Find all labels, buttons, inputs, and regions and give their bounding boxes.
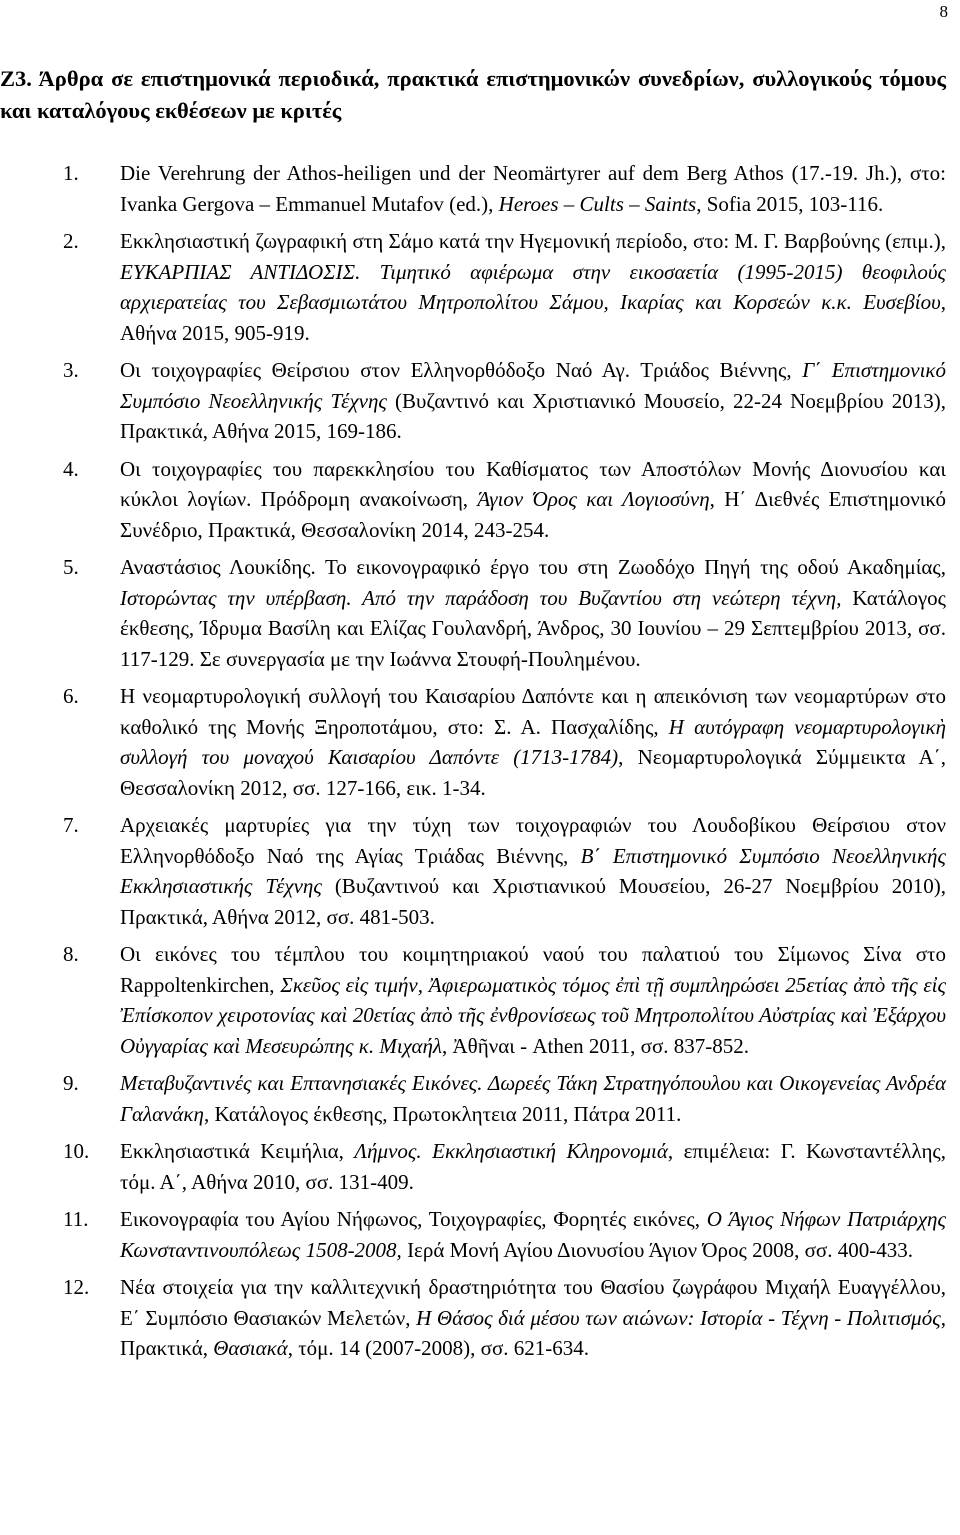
entry-text <box>120 457 946 542</box>
entry-number: 7. <box>63 813 79 837</box>
entry-title-italic: ΕΥΚΑΡΠΙΑΣ ΑΝΤΙΔΟΣΙΣ. Τιμητικό αφιέρωμα στην εικοσαετία (1995-2015) θεοφιλούς αρχιερατείας του Σεβασμιωτάτου Μητροπολίτου Σάμου, Ικαρίας και Κορσεών κ.κ. Ευσεβίου <box>120 259 946 314</box>
entry-title-italic: Ο Άγιος Νήφων Πατριάρχης Κωνσταντινουπόλεως 1508-2008, <box>120 1207 946 1262</box>
bibliography-entry <box>0 1136 946 1197</box>
entry-title-italic: Β΄ Επιστημονικό Συμπόσιο Νεοελληνικής Εκκλησιαστικής Τέχνης <box>120 843 946 898</box>
bibliography-entry <box>0 1204 946 1265</box>
entry-text-segment: Οι τοιχογραφίες του παρεκκλησίου του Καθίσματος των Αποστόλων Μονής Διονυσίου και κύκλοι λογίων. Πρόδρομη ανακοίνωση, <box>120 456 946 511</box>
entry-text-segment: Εκκλησιαστικά Κειμήλια, <box>120 1139 355 1163</box>
entry-text <box>120 1071 946 1126</box>
entry-number: 11. <box>63 1207 89 1231</box>
entry-text <box>120 161 946 216</box>
entry-text-segment: Ιερά Μονή Αγίου Διονυσίου Άγιον Όρος 2008, σσ. 400-433. <box>401 1237 913 1262</box>
entry-text-segment: Αναστάσιος Λουκίδης. Το εικονογραφικό έργο του στη Ζωοδόχο Πηγή της οδού Ακαδημίας, <box>120 555 946 579</box>
entry-number: 2. <box>63 229 79 253</box>
entry-title-italic: Γ΄ Επιστημονικό Συμπόσιο Νεοελληνικής Τέχνης <box>120 358 946 413</box>
entry-title-italic: Heroes – Cults – Saints <box>498 191 697 216</box>
entry-text-segment: , Sofia 2015, 103-116. <box>696 191 884 216</box>
entry-text <box>120 942 946 1058</box>
bibliography-list <box>0 158 946 1371</box>
entry-number: 3. <box>63 358 79 382</box>
entry-text-segment: Η νεομαρτυρολογική συλλογή του Καισαρίου Δαπόντε και η απεικόνιση των νεομαρτύρων στο καθολικό της Μονής Ξηροποτάμου, στο: Σ. Α. Πασχαλίδης, <box>120 684 946 739</box>
entry-text <box>120 358 946 443</box>
entry-title-italic: Μεταβυζαντινές και Επτανησιακές Εικόνες. Δωρεές Τάκη Στρατηγόπουλου και Οικογενείας Ανδρέα Γαλανάκη <box>120 1071 946 1126</box>
entry-text <box>120 1139 946 1194</box>
entry-text <box>120 1275 946 1360</box>
bibliography-entry <box>0 681 946 803</box>
bibliography-entry <box>0 355 946 447</box>
entry-text-segment: , Πρακτικά, <box>120 1305 946 1360</box>
entry-number: 10. <box>63 1139 90 1163</box>
entry-text-segment: Αρχειακές μαρτυρίες για την τύχη των τοιχογραφιών του Λουδοβίκου Θείρσιου στον Ελληνορθόδοξο Ναό της Αγίας Τριάδας Βιέννης, <box>120 813 946 868</box>
section-heading: Ζ3. Άρθρα σε επιστημονικά περιοδικά, πρακτικά επιστημονικών συνεδρίων, συλλογικούς τόμους και καταλόγους εκθέσεων με κριτές <box>0 66 946 123</box>
entry-text-segment: Οι τοιχογραφίες Θείρσιου στον Ελληνορθόδοξο Ναό Αγ. Τριάδος Βιέννης, <box>120 358 803 382</box>
entry-text-segment: , Κατάλογος έκθεσης, Πρωτοκλητεια 2011, Πάτρα 2011. <box>203 1101 682 1126</box>
entry-title-italic: Η αυτόγραφη νεομαρτυρολογικὴ συλλογή του μοναχού Καισαρίου Δαπόντε (1713-1784) <box>120 714 946 769</box>
entry-text <box>120 555 946 671</box>
entry-text-segment: Εικονογραφία του Αγίου Νήφωνος, Τοιχογραφίες, Φορητές εικόνες, <box>120 1207 707 1231</box>
entry-text <box>120 1207 946 1262</box>
entry-text-segment: , Κατάλογος έκθεσης, Ίδρυμα Βασίλη και Ελίζας Γουλανδρή, Άνδρος, 30 Ιουνίου – 29 Σεπτεμβρίου 2013, σσ. 117-129. Σε συνεργασία με την Ιωάννα Στουφή-Πουλημένου. <box>120 585 946 671</box>
bibliography-entry <box>0 226 946 348</box>
page-number: 8 <box>939 2 948 21</box>
entry-text-segment: , Αθήνα 2015, 905-919. <box>120 290 946 345</box>
entry-title-italic: Ιστορώντας την υπέρβαση. Από την παράδοση του Βυζαντίου στη νεώτερη τέχνη <box>120 585 837 610</box>
entry-title-italic: Σκεῦος εἰς τιμήν, Ἀφιερωματικὸς τόμος ἐπὶ τῇ συμπληρώσει 25ετίας ἀπὸ τῆς εἰς Ἐπίσκοπον χειροτονίας καὶ 20ετίας ἀπὸ τῆς ἐνθρονίσεως τοῦ Μητροπολίτου Αὐστρίας καὶ Ἐξάρχου Οὐγγαρίας καὶ Μεσευρώπης κ. Μιχαήλ <box>120 972 946 1058</box>
entry-text-segment: Die Verehrung der Athos-heiligen und der Neomärtyrer auf dem Berg Athos (17.-19. Jh.), στο: Ivanka Gergova – Emmanuel Mutafov (ed.), <box>120 161 946 216</box>
entry-number: 8. <box>63 942 79 966</box>
entry-text-segment: , Ἀθῆναι - Athen 2011, σσ. 837-852. <box>442 1033 750 1058</box>
entry-number: 6. <box>63 684 79 708</box>
entry-text-segment: (Βυζαντινού και Χριστιανικού Μουσείου, 26-27 Νοεμβρίου 2010), Πρακτικά, Αθήνα 2012, σσ. 481-503. <box>120 874 947 929</box>
bibliography-entry <box>0 552 946 674</box>
bibliography-entry <box>0 454 946 546</box>
entry-text-segment: Νέα στοιχεία για την καλλιτεχνική δραστηριότητα του Θασίου ζωγράφου Μιχαήλ Ευαγγέλλου, Ε΄ Συμπόσιο Θασιακών Μελετών, <box>120 1275 946 1330</box>
bibliography-entry <box>0 939 946 1061</box>
entry-text-segment: , Νεομαρτυρολογικά Σύμμεικτα Α΄, Θεσσαλονίκη 2012, σσ. 127-166, εικ. 1-34. <box>120 745 946 800</box>
bibliography-entry <box>0 158 946 219</box>
entry-text-segment: , επιμέλεια: Γ. Κωνσταντέλλης, τόμ. Α΄, Αθήνα 2010, σσ. 131-409. <box>120 1139 946 1194</box>
entry-title-italic: Άγιον Όρος και Λογιοσύνη <box>477 487 710 511</box>
bibliography-entry <box>0 1068 946 1129</box>
entry-number: 5. <box>63 555 79 579</box>
entry-number: 12. <box>63 1275 90 1299</box>
entry-number: 1. <box>63 161 79 185</box>
entry-number: 9. <box>63 1071 79 1095</box>
bibliography-entry <box>0 810 946 932</box>
entry-text <box>120 813 946 929</box>
entry-text <box>120 684 946 800</box>
entry-text-segment: Εκκλησιαστική ζωγραφική στη Σάμο κατά την Ηγεμονική περίοδο, στο: Μ. Γ. Βαρβούνης (επιμ.), <box>120 229 946 253</box>
entry-title-italic: Θασιακά <box>213 1336 288 1360</box>
bibliography-entry <box>0 1272 946 1364</box>
entry-title-italic: Η Θάσος διά μέσου των αιώνων: Ιστορία - Τέχνη - Πολιτισμός <box>416 1305 941 1330</box>
entry-text-segment: , Η΄ Διεθνές Επιστημονικό Συνέδριο, Πρακτικά, Θεσσαλονίκη 2014, 243-254. <box>120 487 946 542</box>
entry-text-segment: (Βυζαντινό και Χριστιανικό Μουσείο, 22-24 Νοεμβρίου 2013), Πρακτικά, Αθήνα 2015, 169-186. <box>120 388 946 443</box>
entry-text <box>120 229 946 345</box>
entry-title-italic: Λήμνος. Εκκλησιαστική Κληρονομιά <box>354 1139 668 1163</box>
entry-text-segment: Οι εικόνες του τέμπλου του κοιμητηριακού ναού του παλατιού του Σίμωνος Σίνα στο Rappoltenkirchen, <box>120 942 946 997</box>
entry-number: 4. <box>63 456 79 481</box>
entry-text-segment: , τόμ. 14 (2007-2008), σσ. 621-634. <box>287 1336 590 1360</box>
